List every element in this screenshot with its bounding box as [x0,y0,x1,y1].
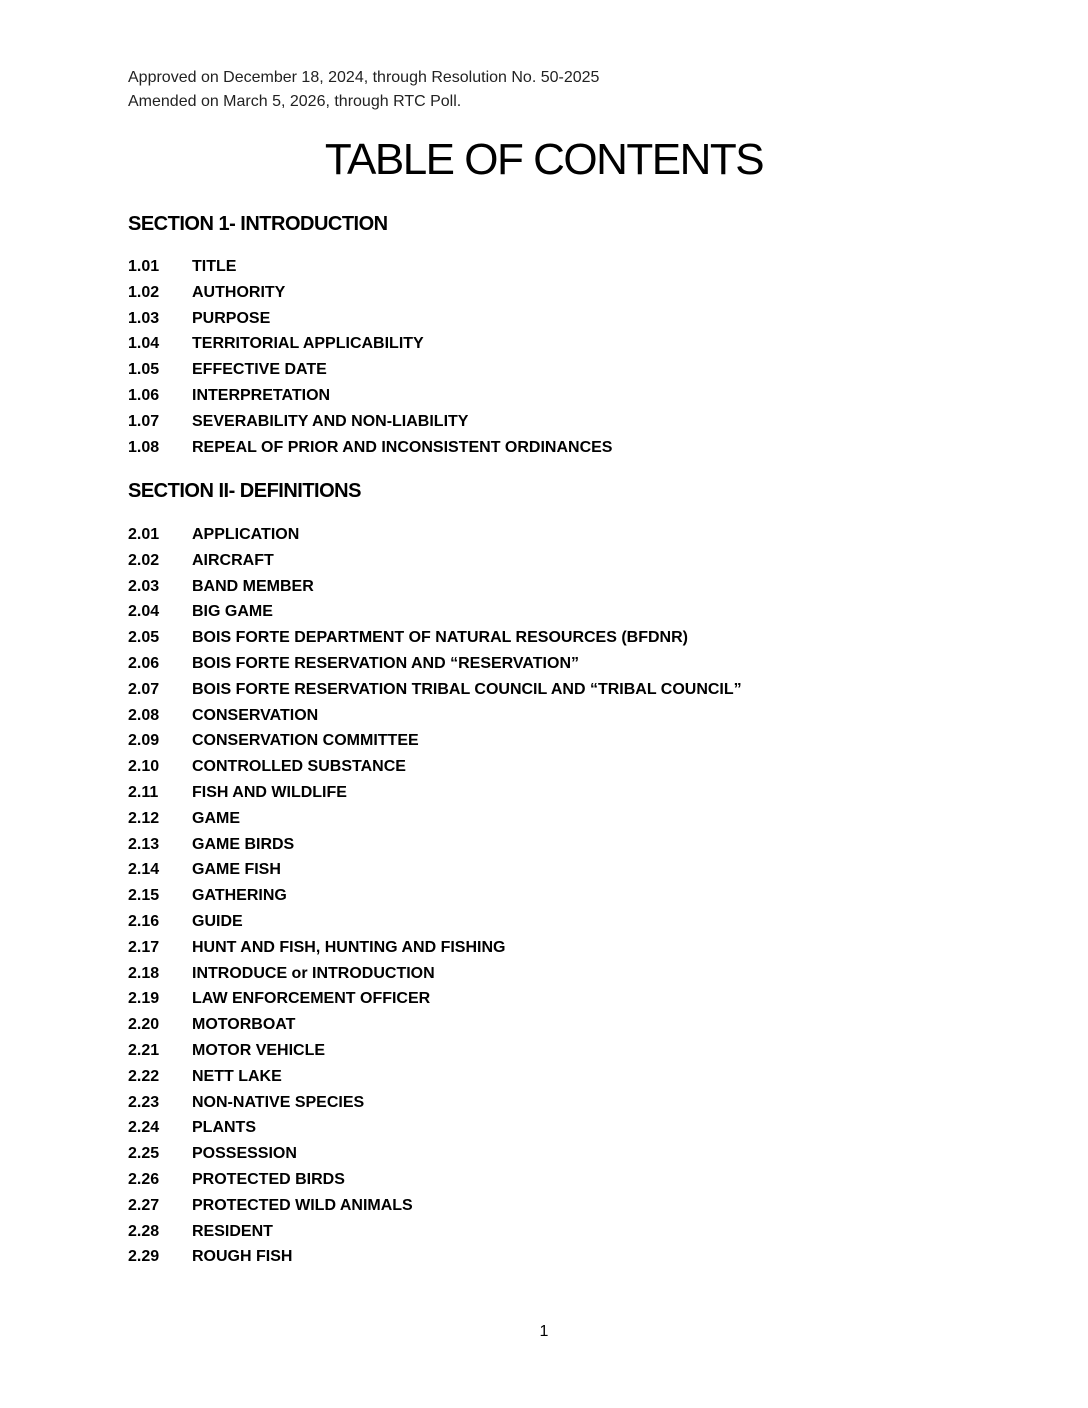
toc-entry[interactable] [128,1219,742,1245]
toc-entry-number: 2.25 [128,1145,160,1163]
toc-entry[interactable] [128,522,742,548]
toc-entry-title: INTRODUCE or INTRODUCTION [192,964,435,982]
toc-entry[interactable] [128,703,742,729]
toc-list-definitions [128,522,742,1270]
toc-entry-title: EFFECTIVE DATE [192,361,327,379]
toc-entry[interactable] [128,1064,742,1090]
toc-entry-number: 1.05 [128,361,160,379]
toc-entry-title: BOIS FORTE RESERVATION AND “RESERVATION” [192,654,579,672]
toc-entry-title: TITLE [192,258,237,275]
toc-entry-number: 1.06 [128,386,160,404]
toc-entry-title: GATHERING [192,887,287,905]
toc-entry-title: REPEAL OF PRIOR AND INCONSISTENT ORDINANCES [192,438,613,456]
toc-entry-title: BOIS FORTE DEPARTMENT OF NATURAL RESOURCES (BFDNR) [192,629,688,647]
toc-entry-number: 2.02 [128,551,160,569]
toc-entry-number: 2.10 [128,758,160,776]
toc-entry-number: 2.07 [128,680,160,698]
toc-entry[interactable] [128,986,742,1012]
toc-entry-title: ROUGH FISH [192,1248,293,1266]
toc-entry-number: 2.19 [128,990,160,1008]
toc-entry-number: 1.03 [128,309,160,327]
toc-entry[interactable] [128,961,742,987]
toc-entry-number: 2.12 [128,809,160,827]
toc-entry[interactable] [128,1012,742,1038]
toc-entry-title: RESIDENT [192,1222,273,1240]
toc-entry-title: PURPOSE [192,309,271,327]
toc-entry-number: 1.01 [128,258,160,275]
toc-entry-number: 2.22 [128,1067,160,1085]
toc-entry[interactable] [128,331,612,357]
toc-entry-title: BIG GAME [192,603,273,621]
toc-entry-title: MOTOR VEHICLE [192,1041,326,1059]
amendment-line: Amended on March 5, 2026, through RTC Poll. [128,93,462,110]
toc-entry-number: 2.17 [128,938,160,956]
toc-entry-number: 2.11 [128,783,159,801]
toc-entry-title: LAW ENFORCEMENT OFFICER [192,990,431,1008]
toc-entry-title: CONSERVATION [192,706,319,724]
page-number: 1 [539,1323,549,1340]
toc-entry-title: SEVERABILITY AND NON-LIABILITY [192,412,469,430]
toc-entry-number: 1.07 [128,412,160,430]
toc-entry-title: FISH AND WILDLIFE [192,783,347,801]
toc-entry[interactable] [128,677,742,703]
section-heading-introduction: SECTION 1- INTRODUCTION [128,213,388,235]
toc-list-introduction [128,254,612,460]
page-title: TABLE OF CONTENTS [324,135,764,184]
toc-entry-number: 2.03 [128,577,160,595]
toc-entry-title: PROTECTED WILD ANIMALS [192,1196,413,1214]
toc-entry-number: 1.08 [128,438,160,456]
toc-entry-number: 2.08 [128,706,160,724]
toc-entry-title: HUNT AND FISH, HUNTING AND FISHING [192,938,506,956]
toc-entry-number: 2.16 [128,912,160,930]
toc-entry-title: BOIS FORTE RESERVATION TRIBAL COUNCIL AND “TRIBAL COUNCIL” [192,680,742,698]
toc-entry[interactable] [128,625,742,651]
toc-entry-number: 2.24 [128,1119,160,1137]
toc-entry-number: 2.09 [128,732,160,750]
toc-entry[interactable] [128,599,742,625]
toc-entry-number: 1.04 [128,335,160,353]
toc-entry[interactable] [128,357,612,383]
toc-entry-number: 2.21 [128,1041,160,1059]
toc-entry[interactable] [128,754,742,780]
toc-entry-number: 1.02 [128,283,160,301]
toc-entry-number: 2.27 [128,1196,160,1214]
toc-entry[interactable] [128,935,742,961]
toc-entry-title: GAME [192,809,240,827]
toc-entry-title: NON-NATIVE SPECIES [192,1093,365,1111]
toc-entry[interactable] [128,574,742,600]
toc-entry[interactable] [128,883,742,909]
toc-entry-title: BAND MEMBER [192,577,314,595]
toc-entry[interactable] [128,306,612,332]
toc-entry-number: 2.26 [128,1170,160,1188]
toc-entry[interactable] [128,383,612,409]
toc-entry-title: POSSESSION [192,1145,297,1163]
toc-entry[interactable] [128,1090,742,1116]
toc-entry[interactable] [128,1167,742,1193]
toc-entry[interactable] [128,909,742,935]
toc-entry-title: INTERPRETATION [192,386,331,404]
toc-entry-title: MOTORBOAT [192,1016,296,1034]
toc-entry-title: GUIDE [192,912,243,930]
toc-entry-number: 2.29 [128,1248,160,1266]
toc-entry[interactable] [128,409,612,435]
toc-entry[interactable] [128,1115,742,1141]
toc-entry-number: 2.13 [128,835,160,853]
toc-entry-number: 2.01 [128,526,160,543]
toc-entry-title: AUTHORITY [192,283,286,301]
toc-entry[interactable] [128,548,742,574]
toc-entry[interactable] [128,435,612,461]
toc-entry-title: APPLICATION [192,526,300,543]
toc-entry[interactable] [128,1141,742,1167]
toc-entry-title: PROTECTED BIRDS [192,1170,345,1188]
toc-entry-number: 2.23 [128,1093,160,1111]
toc-entry-title: AIRCRAFT [192,551,274,569]
toc-entry-title: PLANTS [192,1119,256,1137]
toc-entry-number: 2.06 [128,654,160,672]
section-heading-definitions: SECTION II- DEFINITIONS [128,480,361,502]
toc-entry[interactable] [128,857,742,883]
toc-entry[interactable] [128,1193,742,1219]
toc-entry-number: 2.18 [128,964,160,982]
toc-entry-title: CONTROLLED SUBSTANCE [192,758,406,776]
toc-entry-number: 2.05 [128,629,160,647]
toc-entry[interactable] [128,651,742,677]
toc-entry-title: TERRITORIAL APPLICABILITY [192,335,424,353]
toc-entry-number: 2.14 [128,861,160,879]
toc-entry[interactable] [128,806,742,832]
toc-entry-title: GAME BIRDS [192,835,295,853]
toc-entry-title: GAME FISH [192,861,281,879]
toc-entry[interactable] [128,1244,742,1270]
toc-entry-title: CONSERVATION COMMITTEE [192,732,419,750]
toc-entry-title: NETT LAKE [192,1067,282,1085]
toc-entry[interactable] [128,1038,742,1064]
toc-entry[interactable] [128,780,742,806]
approval-note [128,66,599,114]
toc-entry[interactable] [128,254,612,280]
toc-entry[interactable] [128,280,612,306]
toc-entry-number: 2.04 [128,603,160,621]
toc-entry-number: 2.20 [128,1016,160,1034]
toc-entry-number: 2.15 [128,887,160,905]
toc-entry-number: 2.28 [128,1222,160,1240]
toc-entry[interactable] [128,832,742,858]
toc-entry[interactable] [128,728,742,754]
approval-line: Approved on December 18, 2024, through Resolution No. 50-2025 [128,69,600,86]
